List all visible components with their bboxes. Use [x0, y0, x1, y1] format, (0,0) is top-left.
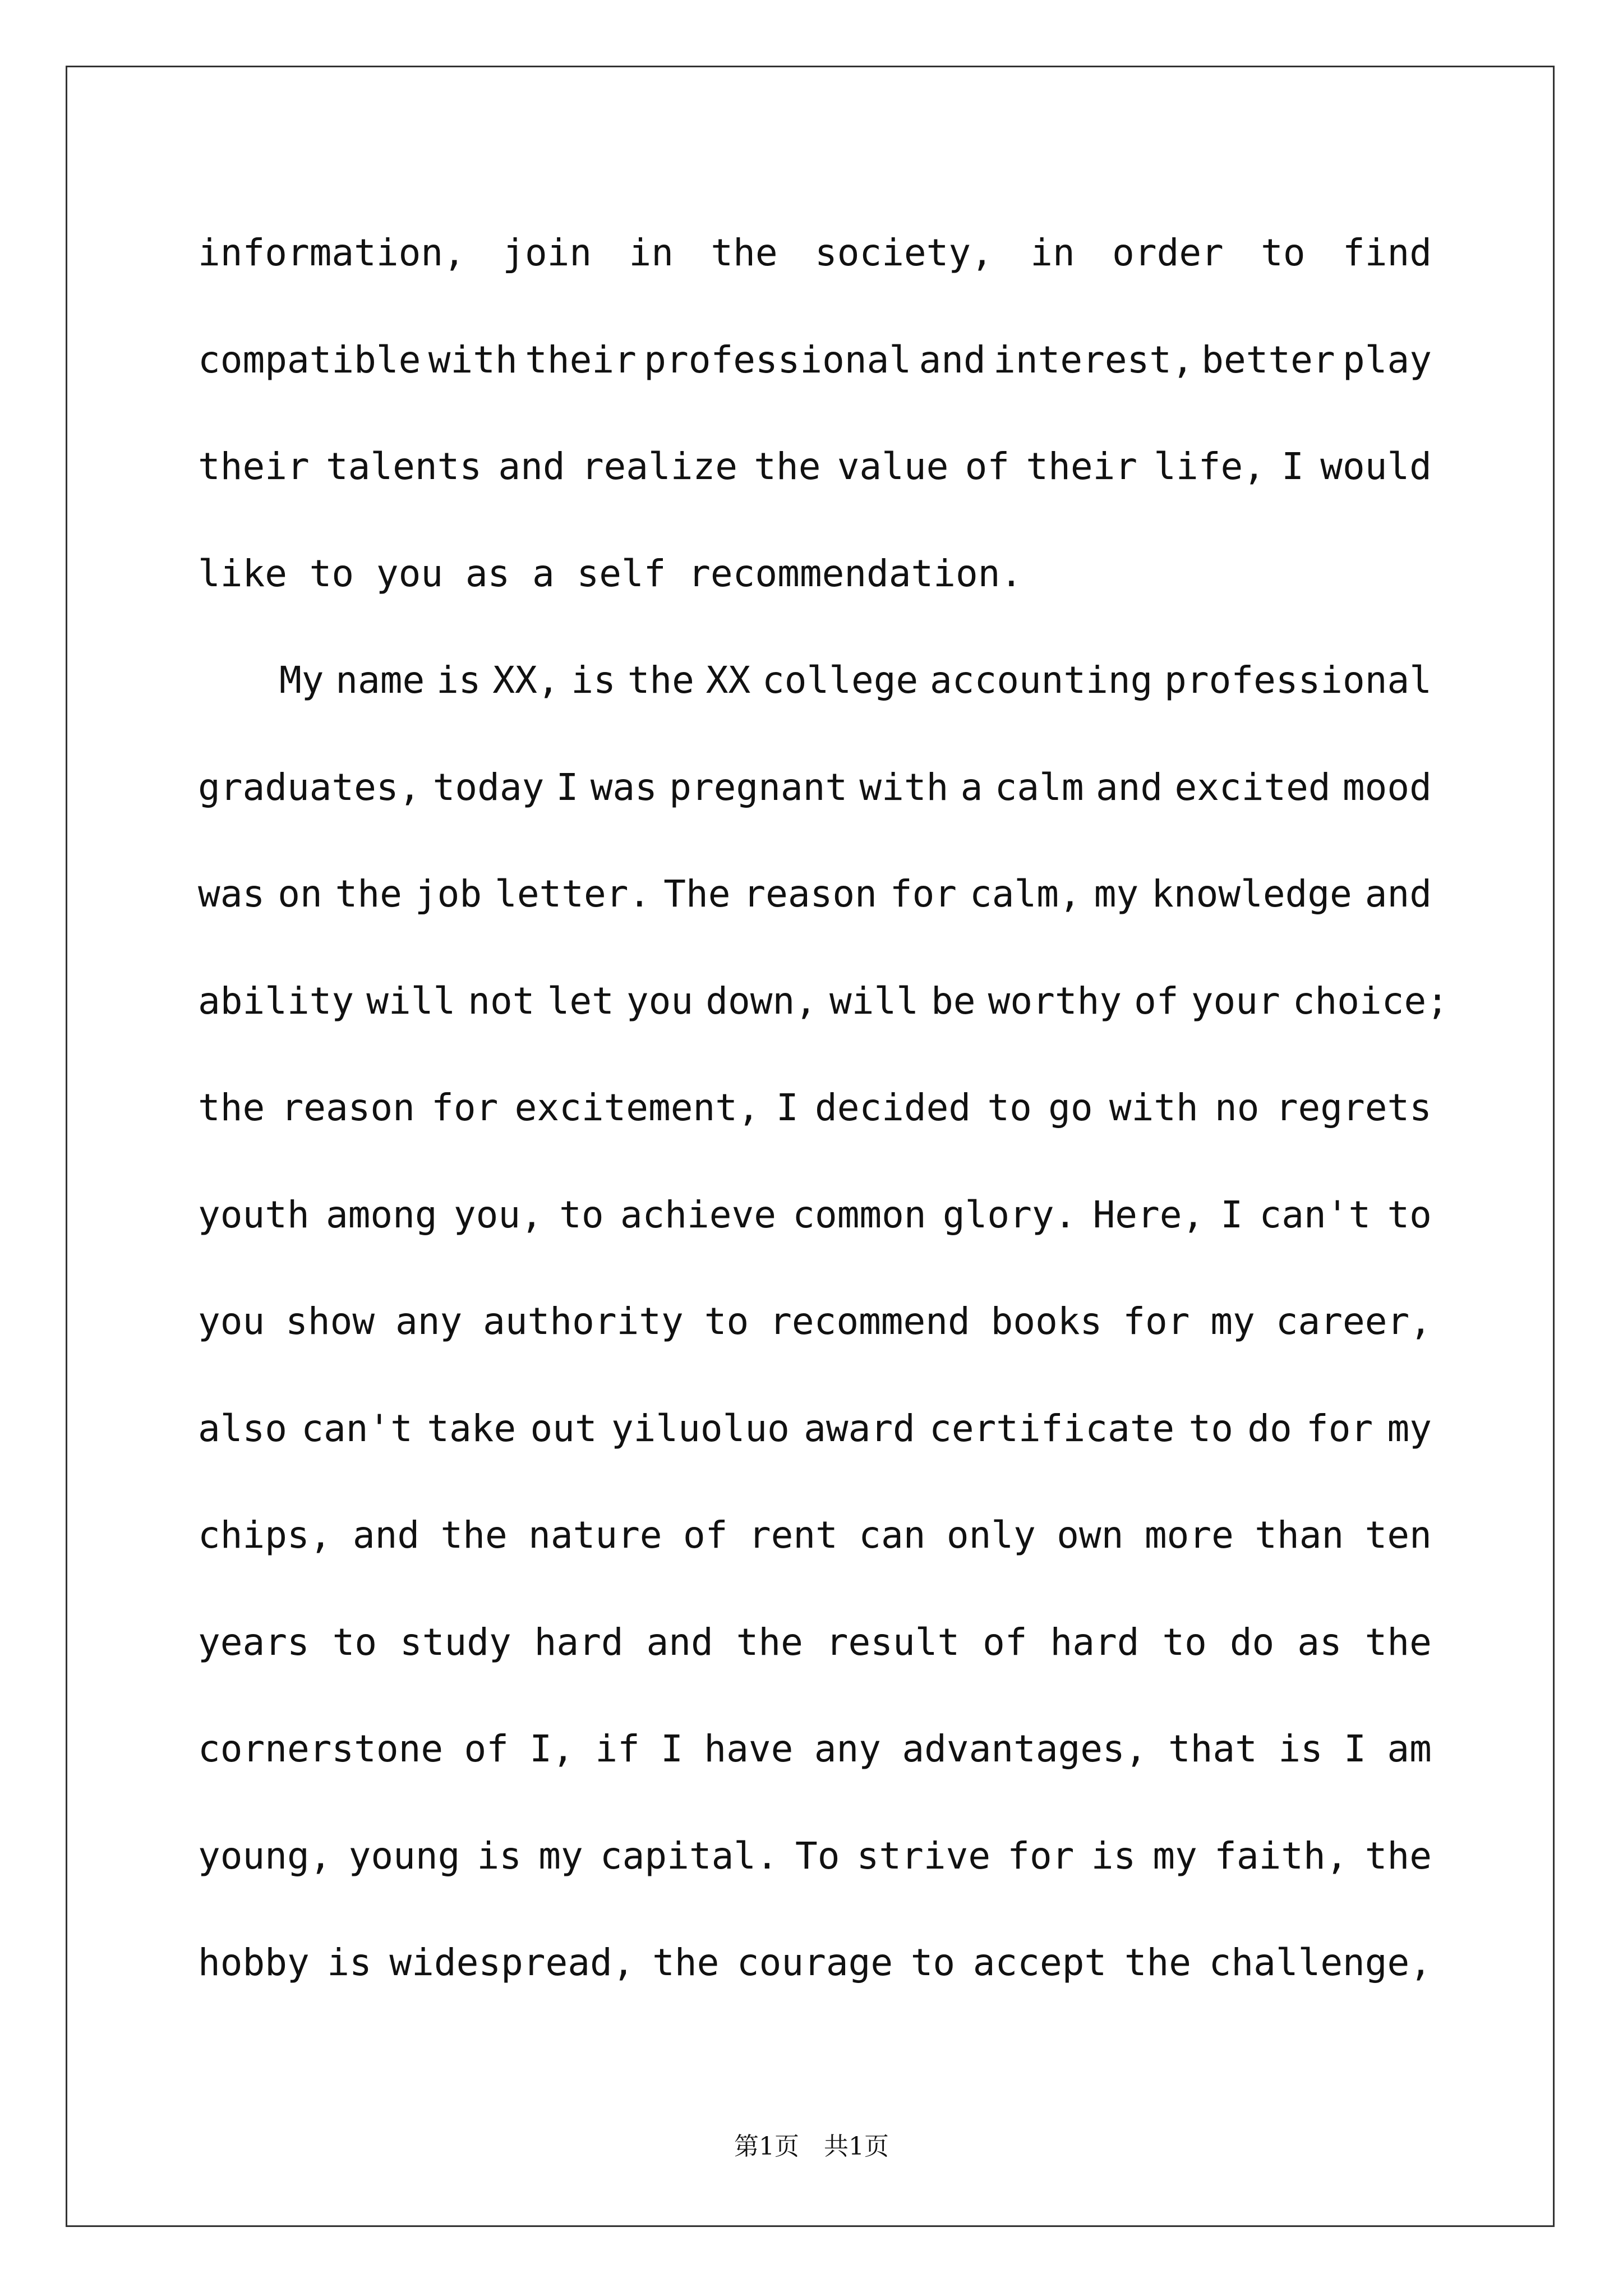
word: common [792, 1193, 926, 1236]
word: rent [748, 1513, 838, 1557]
word: yiluoluo [611, 1406, 790, 1450]
word: hard [1050, 1620, 1140, 1664]
word: own [1057, 1513, 1124, 1557]
word: my [538, 1834, 583, 1878]
word: is [327, 1941, 372, 1984]
word: for [431, 1086, 499, 1129]
word: professional [644, 338, 912, 381]
word: name [335, 659, 425, 702]
word: today [432, 765, 545, 809]
word: show [285, 1300, 375, 1343]
word: glory. [942, 1193, 1077, 1236]
word: accept [972, 1941, 1107, 1984]
word: reason [743, 872, 877, 915]
word: excitement, [514, 1086, 760, 1129]
word: certificate [929, 1406, 1175, 1450]
word: to [987, 1086, 1032, 1129]
word: you, [453, 1193, 543, 1236]
word: can't [301, 1406, 413, 1450]
text-line [198, 1810, 1432, 1917]
word: pregnant [669, 765, 848, 809]
text-line [198, 314, 1432, 421]
word: My [279, 659, 324, 702]
word: to [559, 1193, 604, 1236]
word: more [1144, 1513, 1234, 1557]
word: the [627, 659, 694, 702]
word: my [1152, 1834, 1197, 1878]
word: the [711, 231, 778, 274]
text-line [198, 1061, 1432, 1168]
word: their [198, 445, 310, 488]
word: career, [1275, 1300, 1432, 1343]
text-line: like to you as a self recommendation. [198, 551, 1023, 595]
text-line [198, 1168, 1432, 1276]
word: with [859, 765, 949, 809]
word: Here, [1092, 1193, 1205, 1236]
text-line [198, 1382, 1432, 1489]
text-line [198, 955, 1449, 1062]
word: down, [706, 979, 817, 1023]
word: go [1048, 1086, 1093, 1129]
word: I, [529, 1727, 574, 1770]
word: the [1124, 1941, 1192, 1984]
word: years [198, 1620, 310, 1664]
word: and [1095, 765, 1163, 809]
word: and [646, 1620, 713, 1664]
word: compatible [198, 338, 421, 381]
word: youth [198, 1193, 310, 1236]
word: on [278, 872, 322, 915]
word: value [837, 445, 949, 488]
word: widespread, [389, 1941, 635, 1984]
word: ten [1364, 1513, 1432, 1557]
word: order [1112, 231, 1224, 274]
word: let [547, 979, 614, 1023]
word: and [352, 1513, 420, 1557]
word: is [477, 1834, 522, 1878]
text-line [198, 206, 1432, 314]
word: the [198, 1086, 265, 1129]
word: talents [325, 445, 482, 488]
word: The [663, 872, 731, 915]
word: of [1134, 979, 1179, 1023]
word: better [1201, 338, 1335, 381]
word: to [332, 1620, 377, 1664]
word: you [626, 979, 694, 1023]
word: and [1364, 872, 1432, 915]
word: and [498, 445, 565, 488]
word: interest, [993, 338, 1194, 381]
word: calm, [970, 872, 1081, 915]
word: can [859, 1513, 926, 1557]
word: cornerstone [198, 1727, 444, 1770]
word: if [595, 1727, 640, 1770]
word: no [1215, 1086, 1260, 1129]
word: in [1030, 231, 1075, 274]
word: is [1091, 1834, 1136, 1878]
word: hard [534, 1620, 624, 1664]
word: graduates, [198, 765, 421, 809]
word: professional [1164, 659, 1432, 702]
word: advantages, [902, 1727, 1147, 1770]
word: reason [281, 1086, 415, 1129]
word: the [440, 1513, 508, 1557]
page-footer: 第1页 共1页 [734, 2132, 889, 2161]
word: the [1364, 1834, 1432, 1878]
word: your [1191, 979, 1280, 1023]
word: achieve [620, 1193, 776, 1236]
word: I [776, 1086, 799, 1129]
word: do [1247, 1406, 1292, 1450]
word: realize [581, 445, 737, 488]
word: to [1188, 1406, 1233, 1450]
word: their [1026, 445, 1138, 488]
word: will [829, 979, 919, 1023]
word: To [795, 1834, 840, 1878]
word: regrets [1275, 1086, 1432, 1129]
word: find [1343, 231, 1432, 274]
word: faith, [1214, 1834, 1348, 1878]
word: courage [736, 1941, 893, 1984]
word: the [736, 1620, 803, 1664]
word: I [661, 1727, 683, 1770]
word: to [1162, 1620, 1207, 1664]
word: only [946, 1513, 1036, 1557]
word: can't [1259, 1193, 1371, 1236]
word: worthy [988, 979, 1122, 1023]
word: of [983, 1620, 1027, 1664]
word: my [1387, 1406, 1432, 1450]
word: life, [1154, 445, 1265, 488]
word: any [814, 1727, 881, 1770]
word: was [590, 765, 657, 809]
word: join [502, 231, 592, 274]
word: accounting [929, 659, 1153, 702]
word: the [754, 445, 821, 488]
word: my [1094, 872, 1139, 915]
word: is [1278, 1727, 1323, 1770]
word: with [1109, 1086, 1198, 1129]
paragraph-first-line [198, 634, 1432, 741]
word: excited [1174, 765, 1331, 809]
word: of [683, 1513, 728, 1557]
word: I [1344, 1727, 1366, 1770]
word: strive [856, 1834, 991, 1878]
text-line [198, 1489, 1432, 1596]
word: and [919, 338, 986, 381]
word: recommend [769, 1300, 970, 1343]
word: was [198, 872, 265, 915]
word: am [1387, 1727, 1432, 1770]
word: is [436, 659, 481, 702]
word: society, [814, 231, 993, 274]
word: the [1364, 1620, 1432, 1664]
word: young, [198, 1834, 332, 1878]
word: any [395, 1300, 463, 1343]
word: capital. [600, 1834, 778, 1878]
word: letter. [495, 872, 651, 915]
word: will [366, 979, 456, 1023]
word: hobby [198, 1941, 310, 1984]
word: chips, [198, 1513, 332, 1557]
word: books [990, 1300, 1103, 1343]
word: authority [483, 1300, 684, 1343]
word: choice; [1292, 979, 1449, 1023]
word: not [468, 979, 535, 1023]
word: the [335, 872, 402, 915]
word: for [1123, 1300, 1190, 1343]
word: out [530, 1406, 597, 1450]
word: for [1007, 1834, 1075, 1878]
word: XX [706, 659, 751, 702]
word: I [1281, 445, 1304, 488]
word: decided [814, 1086, 971, 1129]
word: mood [1342, 765, 1432, 809]
word: I [556, 765, 579, 809]
text-line [198, 1275, 1432, 1382]
word: do [1229, 1620, 1275, 1664]
body-text [198, 206, 1449, 2023]
word: play [1343, 338, 1432, 381]
word: result [826, 1620, 960, 1664]
word: ability [198, 979, 354, 1023]
word: calm [994, 765, 1084, 809]
word: for [889, 872, 957, 915]
word: XX, [492, 659, 560, 702]
word: my [1210, 1300, 1255, 1343]
word: also [198, 1406, 287, 1450]
word: with [428, 338, 518, 381]
word: nature [528, 1513, 662, 1557]
text-line [198, 1916, 1432, 2023]
word: for [1306, 1406, 1373, 1450]
word: that [1168, 1727, 1257, 1770]
word: is [571, 659, 616, 702]
word: of [965, 445, 1010, 488]
word: information, [198, 231, 465, 274]
text-line [198, 848, 1432, 955]
word: study [400, 1620, 511, 1664]
word: the [652, 1941, 720, 1984]
word: to [704, 1300, 749, 1343]
word: you [198, 1300, 265, 1343]
word: job [414, 872, 482, 915]
word: knowledge [1151, 872, 1352, 915]
word: as [1297, 1620, 1342, 1664]
word: of [464, 1727, 509, 1770]
word: to [910, 1941, 956, 1984]
word: take [427, 1406, 517, 1450]
word: among [325, 1193, 437, 1236]
word: would [1320, 445, 1432, 488]
word: than [1255, 1513, 1344, 1557]
word: to [1261, 231, 1306, 274]
word: college [762, 659, 919, 702]
word: young [348, 1834, 460, 1878]
word: a [960, 765, 983, 809]
word: award [804, 1406, 915, 1450]
word: have [704, 1727, 794, 1770]
word: be [931, 979, 976, 1023]
word: to [1387, 1193, 1432, 1236]
word: their [525, 338, 637, 381]
text-line [198, 420, 1432, 527]
text-line [198, 1703, 1432, 1810]
word: challenge, [1209, 1941, 1432, 1984]
word: in [629, 231, 674, 274]
word: I [1220, 1193, 1243, 1236]
text-line [198, 1596, 1432, 1703]
text-line [198, 741, 1432, 848]
